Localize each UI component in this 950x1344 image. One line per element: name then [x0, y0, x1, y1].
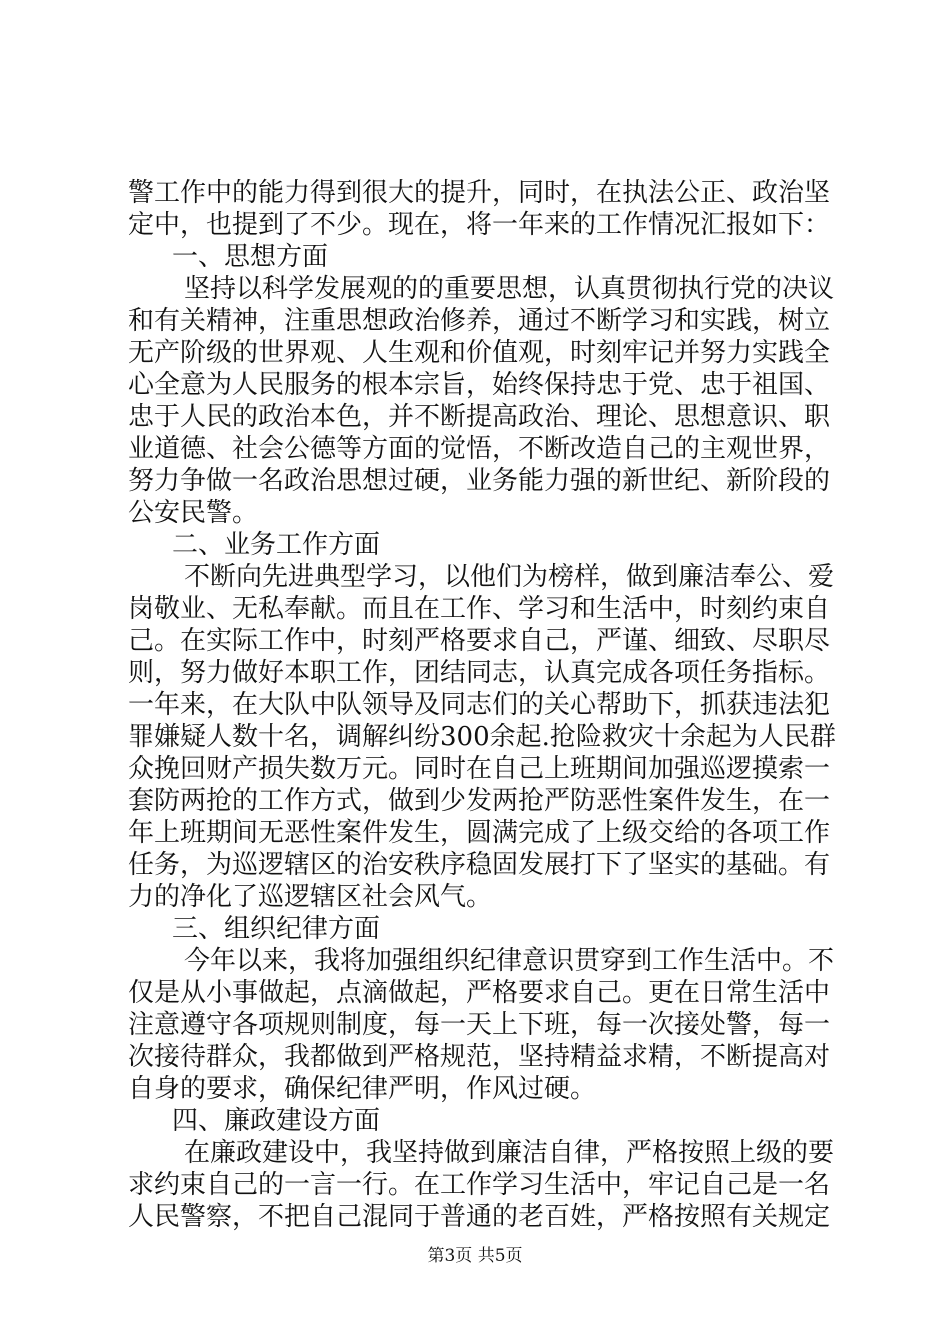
- section-heading: 二、业务工作方面: [172, 530, 381, 560]
- section-heading: 一、思想方面: [172, 242, 329, 272]
- text-line: 在廉政建设中，我坚持做到廉洁自律，严格按照上级的要: [184, 1138, 835, 1168]
- text-line: 注意遵守各项规则制度，每一天上下班，每一次接处警，每一: [128, 1010, 831, 1040]
- text-line: 罪嫌疑人数十名，调解纠纷300余起.抢险救灾十余起为人民群: [128, 722, 836, 752]
- text-line: 任务，为巡逻辖区的治安秩序稳固发展打下了坚实的基础。有: [128, 850, 831, 880]
- text-line: 年上班期间无恶性案件发生，圆满完成了上级交给的各项工作: [128, 818, 831, 848]
- text-line: 今年以来，我将加强组织纪律意识贯穿到工作生活中。不: [184, 946, 835, 976]
- text-line: 一年来，在大队中队领导及同志们的关心帮助下，抓获违法犯: [128, 690, 831, 720]
- text-line: 仅是从小事做起，点滴做起，严格要求自己。更在日常生活中: [128, 978, 831, 1008]
- text-line: 公安民警。: [128, 498, 259, 528]
- text-line: 众挽回财产损失数万元。同时在自己上班期间加强巡逻摸索一: [128, 754, 831, 784]
- text-line: 求约束自己的一言一行。在工作学习生活中，牢记自己是一名: [128, 1170, 831, 1200]
- text-line: 自身的要求，确保纪律严明，作风过硬。: [128, 1074, 597, 1104]
- section-heading: 四、廉政建设方面: [172, 1106, 381, 1136]
- text-line: 不断向先进典型学习，以他们为榜样，做到廉洁奉公、爱: [184, 562, 835, 592]
- text-line: 则，努力做好本职工作，团结同志，认真完成各项任务指标。: [128, 658, 831, 688]
- text-line: 业道德、社会公德等方面的觉悟，不断改造自己的主观世界，: [128, 434, 831, 464]
- text-line: 套防两抢的工作方式，做到少发两抢严防恶性案件发生，在一: [128, 786, 831, 816]
- text-line: 和有关精神，注重思想政治修养，通过不断学习和实践，树立: [128, 306, 831, 336]
- text-line: 努力争做一名政治思想过硬，业务能力强的新世纪、新阶段的: [128, 466, 831, 496]
- text-line: 坚持以科学发展观的的重要思想，认真贯彻执行党的决议: [184, 274, 835, 304]
- document-body: [128, 177, 836, 1233]
- text-line: 无产阶级的世界观、人生观和价值观，时刻牢记并努力实践全: [128, 338, 831, 368]
- page-footer: 第3页 共5页: [427, 1246, 523, 1266]
- text-line: 力的净化了巡逻辖区社会风气。: [128, 882, 493, 912]
- text-line: 忠于人民的政治本色，并不断提高政治、理论、思想意识、职: [128, 402, 831, 432]
- section-heading: 三、组织纪律方面: [172, 914, 381, 944]
- text-line: 定中，也提到了不少。现在，将一年来的工作情况汇报如下：: [128, 210, 831, 240]
- text-line: 警工作中的能力得到很大的提升，同时，在执法公正、政治坚: [128, 178, 831, 208]
- text-line: 岗敬业、无私奉献。而且在工作、学习和生活中，时刻约束自: [128, 594, 831, 624]
- text-line: 次接待群众，我都做到严格规范，坚持精益求精，不断提高对: [128, 1042, 831, 1072]
- text-line: 心全意为人民服务的根本宗旨，始终保持忠于党、忠于祖国、: [128, 370, 831, 400]
- text-line: 己。在实际工作中，时刻严格要求自己，严谨、细致、尽职尽: [128, 626, 831, 656]
- text-line: 人民警察，不把自己混同于普通的老百姓，严格按照有关规定: [128, 1202, 831, 1232]
